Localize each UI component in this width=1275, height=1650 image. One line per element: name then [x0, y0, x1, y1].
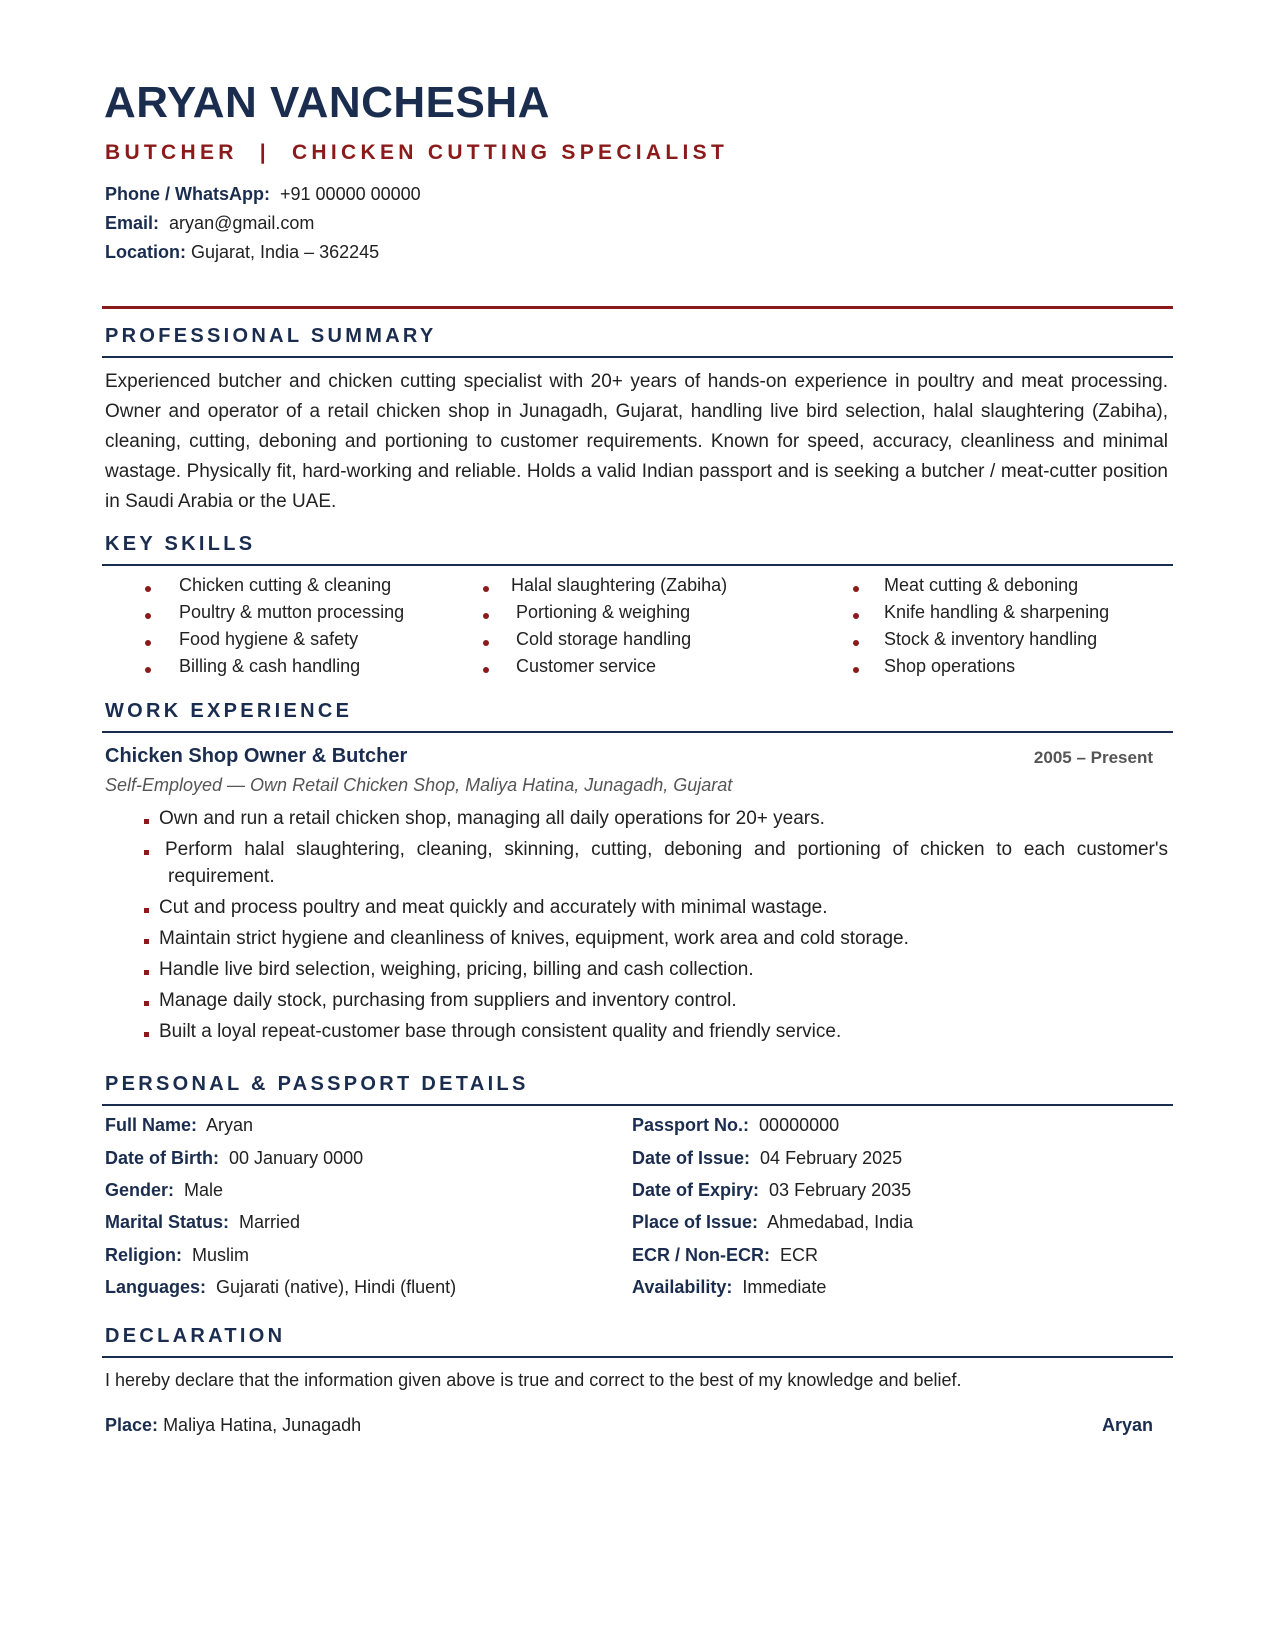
role-primary: BUTCHER — [105, 141, 238, 164]
bullet-square — [144, 939, 149, 944]
experience-bullet: Perform halal slaughtering, cleaning, skinning, cutting, deboning and portioning of chicken to each customer's — [165, 839, 1168, 860]
summary-text: Experienced butcher and chicken cutting specialist with 20+ years of hands-on experience in poultry and meat processing. Owner and operator of a retail chicken shop in Junagadh, Gujarat, handling live bird selection, halal slaughtering (Zabiha), cleaning, cutting, deboning and portioning to customer requirements. Known for speed, accuracy, cleanliness and minimal wastage. Physically fit, hard-working and reliable. Holds a valid Indian passport and is seeking a butcher / meat-cutter position in Saudi Arabia or the UAE. — [105, 371, 1168, 512]
detail-label: Marital Status: — [105, 1212, 230, 1232]
skill-item: Knife handling & sharpening — [884, 602, 1110, 622]
contact-phone — [105, 184, 421, 205]
bullet-dot — [853, 640, 859, 646]
detail-label: Place of Issue: — [632, 1212, 759, 1232]
skill-item: Billing & cash handling — [179, 656, 361, 676]
job-title-line — [105, 141, 728, 165]
declaration-place — [105, 1415, 361, 1436]
detail-place-of-issue — [632, 1212, 913, 1233]
role-separator: | — [259, 141, 270, 164]
skill-item: Shop operations — [884, 656, 1016, 676]
bullet-dot — [483, 667, 489, 673]
detail-value: Gujarati (native), Hindi (fluent) — [216, 1277, 457, 1297]
bullet-dot — [483, 613, 489, 619]
skill-item: Poultry & mutton processing — [179, 602, 405, 622]
detail-value: 00000000 — [759, 1115, 840, 1135]
bullet-square — [144, 970, 149, 975]
phone-value: +91 00000 00000 — [280, 184, 421, 204]
section-title-personal: PERSONAL & PASSPORT DETAILS — [105, 1073, 529, 1095]
email-value: aryan@gmail.com — [169, 213, 315, 233]
section-title-skills: KEY SKILLS — [105, 533, 256, 555]
bullet-dot — [483, 640, 489, 646]
section-divider — [102, 1356, 1173, 1358]
detail-date-of-issue — [632, 1148, 902, 1169]
experience-bullet: Handle live bird selection, weighing, pricing, billing and cash collection. — [159, 959, 754, 980]
job-employer: Self-Employed — Own Retail Chicken Shop, Maliya Hatina, Junagadh, Gujarat — [105, 775, 733, 795]
experience-bullet: Maintain strict hygiene and cleanliness of knives, equipment, work area and cold storage. — [159, 928, 909, 949]
detail-label: Date of Issue: — [632, 1148, 751, 1168]
section-title-declaration: DECLARATION — [105, 1325, 286, 1347]
contact-email — [105, 213, 314, 234]
candidate-name: ARYAN VANCHESHA — [104, 78, 550, 127]
detail-value: Muslim — [192, 1245, 250, 1265]
detail-date-of-expiry — [632, 1180, 911, 1201]
bullet-dot — [145, 640, 151, 646]
detail-value: Male — [184, 1180, 224, 1200]
experience-bullet: Manage daily stock, purchasing from suppliers and inventory control. — [159, 990, 737, 1011]
detail-passport-no — [632, 1115, 839, 1136]
detail-ecr — [632, 1245, 818, 1266]
detail-value: 00 January 0000 — [229, 1148, 364, 1168]
detail-full-name — [105, 1115, 253, 1136]
job-title: Chicken Shop Owner & Butcher — [105, 745, 408, 767]
email-label: Email: — [105, 213, 160, 233]
skill-item: Meat cutting & deboning — [884, 575, 1079, 595]
bullet-dot — [145, 586, 151, 592]
skill-item: Customer service — [516, 656, 657, 676]
detail-label: Date of Birth: — [105, 1148, 219, 1168]
job-dates: 2005 – Present — [1033, 748, 1153, 767]
phone-label: Phone / WhatsApp: — [105, 184, 270, 204]
place-label: Place: — [105, 1415, 159, 1435]
detail-gender — [105, 1180, 223, 1201]
experience-bullet-continuation: requirement. — [168, 866, 275, 887]
bullet-square — [144, 908, 149, 913]
experience-bullet: Own and run a retail chicken shop, managing all daily operations for 20+ years. — [159, 808, 825, 829]
detail-value: Immediate — [742, 1277, 827, 1297]
declaration-text: I hereby declare that the information given above is true and correct to the best of my knowledge and belief. — [105, 1370, 962, 1390]
bullet-dot — [145, 667, 151, 673]
detail-marital-status — [105, 1212, 300, 1233]
detail-value: Ahmedabad, India — [767, 1212, 914, 1232]
bullet-dot — [483, 586, 489, 592]
bullet-dot — [853, 667, 859, 673]
detail-languages — [105, 1277, 456, 1298]
location-value: Gujarat, India – 362245 — [191, 242, 380, 262]
experience-bullet: Cut and process poultry and meat quickly and accurately with minimal wastage. — [159, 897, 828, 918]
detail-label: Languages: — [105, 1277, 207, 1297]
section-title-summary: PROFESSIONAL SUMMARY — [105, 325, 437, 347]
detail-availability — [632, 1277, 826, 1298]
role-secondary: CHICKEN CUTTING SPECIALIST — [291, 141, 729, 164]
header-divider — [102, 306, 1173, 309]
skill-item: Chicken cutting & cleaning — [179, 575, 392, 595]
detail-value: Married — [239, 1212, 301, 1232]
detail-label: Gender: — [105, 1180, 175, 1200]
section-divider — [102, 356, 1173, 358]
detail-date-of-birth — [105, 1148, 363, 1169]
experience-bullet: Built a loyal repeat-customer base through consistent quality and friendly service. — [159, 1021, 842, 1042]
signature: Aryan — [1101, 1415, 1153, 1435]
bullet-square — [144, 1032, 149, 1037]
section-divider — [102, 731, 1173, 733]
detail-label: Availability: — [632, 1277, 733, 1297]
skill-item: Cold storage handling — [516, 629, 692, 649]
bullet-dot — [853, 586, 859, 592]
detail-value: ECR — [780, 1245, 819, 1265]
skill-item: Halal slaughtering (Zabiha) — [511, 575, 728, 595]
bullet-dot — [145, 613, 151, 619]
section-title-experience: WORK EXPERIENCE — [105, 700, 353, 722]
skill-item: Food hygiene & safety — [179, 629, 359, 649]
location-label: Location: — [105, 242, 186, 262]
detail-label: Date of Expiry: — [632, 1180, 760, 1200]
section-divider — [102, 564, 1173, 566]
detail-value: 03 February 2035 — [769, 1180, 912, 1200]
bullet-dot — [853, 613, 859, 619]
contact-location — [105, 242, 379, 263]
detail-label: ECR / Non-ECR: — [632, 1245, 770, 1265]
place-value: Maliya Hatina, Junagadh — [163, 1415, 362, 1435]
detail-label: Full Name: — [105, 1115, 198, 1135]
skill-item: Stock & inventory handling — [884, 629, 1098, 649]
bullet-square — [144, 819, 149, 824]
detail-religion — [105, 1245, 249, 1266]
detail-value: 04 February 2025 — [760, 1148, 903, 1168]
bullet-square — [144, 850, 149, 855]
bullet-square — [144, 1001, 149, 1006]
detail-label: Passport No.: — [632, 1115, 750, 1135]
section-divider — [102, 1104, 1173, 1106]
detail-label: Religion: — [105, 1245, 182, 1265]
skill-item: Portioning & weighing — [516, 602, 691, 622]
detail-value: Aryan — [206, 1115, 254, 1135]
